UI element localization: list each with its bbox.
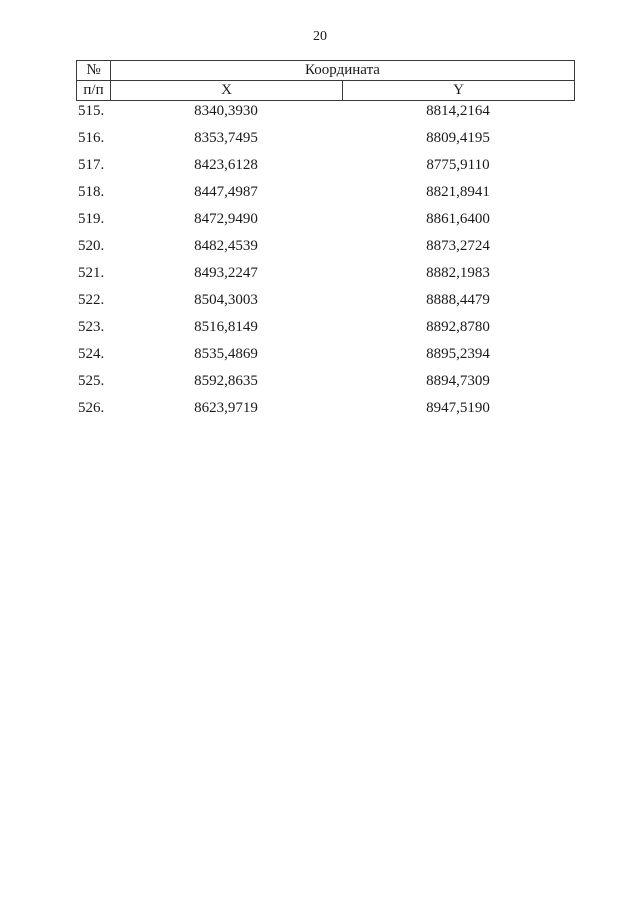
row-x: 8482,4539: [194, 238, 258, 254]
row-x: 8472,9490: [194, 211, 258, 227]
row-number: 520.: [78, 238, 105, 254]
header-y: Y: [343, 81, 575, 101]
row-y: 8775,9110: [426, 157, 490, 173]
row-y: 8894,7309: [426, 373, 490, 389]
table-row: [76, 398, 574, 425]
row-x: 8535,4869: [194, 346, 258, 362]
row-y: 8861,6400: [426, 211, 490, 227]
row-y: 8892,8780: [426, 319, 490, 335]
row-number: 516.: [78, 130, 105, 146]
row-x: 8623,9719: [194, 400, 258, 416]
table-row: [76, 182, 574, 209]
row-x: 8504,3003: [194, 292, 258, 308]
row-number: 523.: [78, 319, 105, 335]
header-number-sign: №: [77, 61, 111, 81]
row-number: 525.: [78, 373, 105, 389]
header-x: X: [111, 81, 343, 101]
row-x: 8423,6128: [194, 157, 258, 173]
row-x: 8592,8635: [194, 373, 258, 389]
row-number: 526.: [78, 400, 105, 416]
table-row: [76, 290, 574, 317]
header-item-number: п/п: [77, 81, 111, 101]
row-y: 8947,5190: [426, 400, 490, 416]
row-x: 8353,7495: [194, 130, 258, 146]
row-x: 8447,4987: [194, 184, 258, 200]
table-row: [76, 155, 574, 182]
table-row: [76, 128, 574, 155]
row-number: 517.: [78, 157, 105, 173]
table-row: [76, 101, 574, 128]
header-coordinate: Координата: [111, 61, 575, 81]
row-number: 521.: [78, 265, 105, 281]
row-x: 8340,3930: [194, 103, 258, 119]
row-y: 8888,4479: [426, 292, 490, 308]
row-y: 8873,2724: [426, 238, 490, 254]
row-number: 524.: [78, 346, 105, 362]
row-y: 8821,8941: [426, 184, 490, 200]
row-y: 8882,1983: [426, 265, 490, 281]
row-y: 8814,2164: [426, 103, 490, 119]
table-row: [76, 263, 574, 290]
table-row: [76, 236, 574, 263]
table-row: [76, 344, 574, 371]
row-number: 518.: [78, 184, 105, 200]
table-row: [76, 317, 574, 344]
row-x: 8493,2247: [194, 265, 258, 281]
coordinates-table-header: [76, 60, 575, 101]
row-y: 8895,2394: [426, 346, 490, 362]
row-number: 522.: [78, 292, 105, 308]
row-y: 8809,4195: [426, 130, 490, 146]
table-row: [76, 209, 574, 236]
coordinates-table-body: [76, 101, 574, 425]
row-number: 519.: [78, 211, 105, 227]
row-x: 8516,8149: [194, 319, 258, 335]
page-number: 20: [313, 29, 327, 44]
table-row: [76, 371, 574, 398]
row-number: 515.: [78, 103, 105, 119]
